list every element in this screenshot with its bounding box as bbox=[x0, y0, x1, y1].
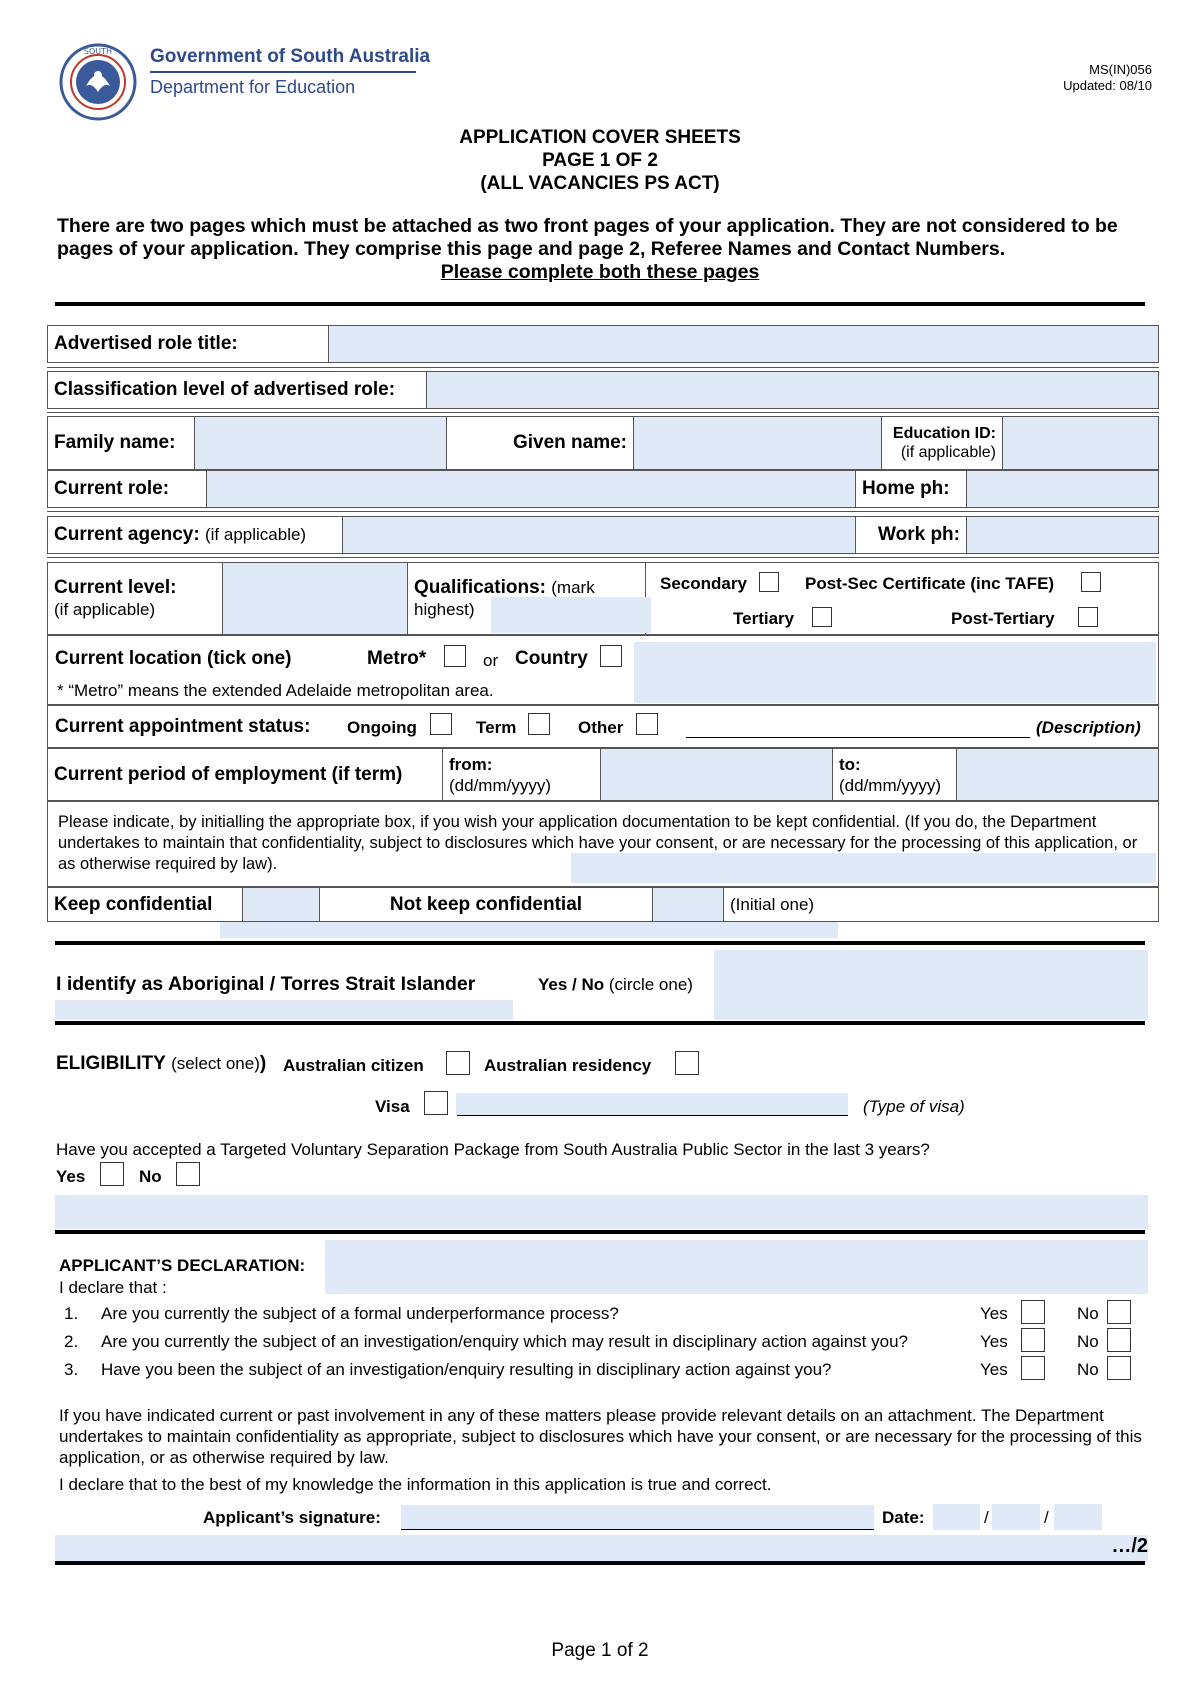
circle-one-text: (circle one) bbox=[608, 975, 693, 994]
signature-label: Applicant’s signature: bbox=[203, 1508, 381, 1527]
confidential-note-input[interactable] bbox=[571, 853, 1156, 883]
given-name-input[interactable] bbox=[634, 417, 882, 470]
term-label: Term bbox=[476, 718, 517, 737]
item-1-yes-checkbox[interactable] bbox=[1021, 1300, 1045, 1324]
eligibility-close-paren: ) bbox=[259, 1053, 267, 1074]
tvsp-yes-checkbox[interactable] bbox=[100, 1162, 124, 1186]
title-line-1: APPLICATION COVER SHEETS bbox=[459, 127, 741, 148]
tvsp-no-checkbox[interactable] bbox=[176, 1162, 200, 1186]
department-logo bbox=[58, 42, 431, 122]
metro-label: Metro* bbox=[367, 648, 427, 669]
date-month-input[interactable] bbox=[992, 1504, 1040, 1530]
continued-marker: …/2 bbox=[1111, 1535, 1148, 1557]
visa-shade bbox=[456, 1093, 848, 1115]
education-id-input[interactable] bbox=[1003, 417, 1159, 470]
to-date-input[interactable] bbox=[957, 749, 1159, 801]
not-keep-confidential-initial[interactable] bbox=[653, 888, 724, 922]
qualifications-note-1: (mark bbox=[551, 577, 595, 597]
tvsp-question: Have you accepted a Targeted Voluntary Separation Package from South Australia Public Sector in the last 3 years? bbox=[56, 1140, 930, 1159]
visa-type-label: (Type of visa) bbox=[863, 1097, 965, 1116]
metro-checkbox[interactable] bbox=[444, 645, 466, 667]
intro-underline: Please complete both these pages bbox=[440, 261, 760, 283]
updated-date: Updated: 08/10 bbox=[1063, 78, 1152, 93]
aboriginal-input[interactable] bbox=[714, 950, 1148, 1020]
org-name: Government of South Australia bbox=[150, 46, 431, 67]
visa-label: Visa bbox=[375, 1097, 410, 1116]
post-tertiary-label: Post-Tertiary bbox=[951, 609, 1055, 628]
current-role-input[interactable] bbox=[207, 471, 856, 508]
eligibility-label bbox=[56, 1053, 266, 1075]
from-label bbox=[443, 749, 601, 801]
form-code: MS(IN)056 bbox=[1089, 62, 1152, 77]
citizen-label: Australian citizen bbox=[283, 1056, 424, 1075]
declaration-title: APPLICANT’S DECLARATION: bbox=[59, 1256, 306, 1275]
tvsp-yes-label: Yes bbox=[56, 1167, 86, 1186]
to-label bbox=[833, 749, 957, 801]
residency-label: Australian residency bbox=[484, 1056, 652, 1075]
current-level-label bbox=[48, 563, 223, 635]
aboriginal-shade bbox=[55, 1000, 513, 1020]
current-level-input[interactable] bbox=[223, 563, 408, 635]
advertised-role-input[interactable] bbox=[329, 326, 1159, 363]
residency-checkbox[interactable] bbox=[675, 1051, 699, 1075]
aboriginal-yes-no[interactable] bbox=[538, 975, 693, 995]
declaration-item-3 bbox=[64, 1360, 832, 1380]
location-input[interactable] bbox=[634, 642, 1156, 703]
advertised-role-label: Advertised role title: bbox=[48, 326, 329, 363]
citizen-checkbox[interactable] bbox=[446, 1051, 470, 1075]
work-ph-input[interactable] bbox=[967, 517, 1159, 554]
current-level-note: (if applicable) bbox=[54, 599, 156, 619]
item-3-no-checkbox[interactable] bbox=[1107, 1356, 1131, 1380]
eligibility-title: ELIGIBILITY bbox=[56, 1053, 166, 1074]
item-1-no-label: No bbox=[1077, 1304, 1099, 1323]
tertiary-checkbox[interactable] bbox=[812, 607, 832, 627]
qualifications-text: Qualifications: bbox=[414, 576, 546, 598]
item-2-no-label: No bbox=[1077, 1332, 1099, 1351]
initial-one-label: (Initial one) bbox=[724, 888, 1159, 922]
work-ph-label: Work ph: bbox=[856, 517, 967, 554]
other-checkbox[interactable] bbox=[636, 713, 658, 735]
signature-shade bbox=[401, 1505, 874, 1529]
description-line[interactable] bbox=[686, 737, 1030, 738]
secondary-label: Secondary bbox=[660, 574, 747, 593]
declaration-item-2 bbox=[64, 1332, 908, 1352]
keep-confidential-initial[interactable] bbox=[243, 888, 320, 922]
education-id-label bbox=[882, 417, 1003, 470]
dept-name: Department for Education bbox=[150, 77, 356, 97]
qualifications-note-2: highest) bbox=[414, 599, 475, 619]
item-3-yes-checkbox[interactable] bbox=[1021, 1356, 1045, 1380]
state-seal-icon bbox=[58, 42, 138, 122]
term-checkbox[interactable] bbox=[528, 713, 550, 735]
item-2-yes-label: Yes bbox=[980, 1332, 1008, 1351]
to-text: to: bbox=[839, 754, 861, 774]
post-sec-checkbox[interactable] bbox=[1081, 572, 1101, 592]
item-3-no-label: No bbox=[1077, 1360, 1099, 1379]
declaration-intro: I declare that : bbox=[59, 1278, 167, 1297]
given-name-label: Given name: bbox=[447, 417, 634, 470]
description-label: (Description) bbox=[1036, 718, 1141, 737]
confidential-shade bbox=[220, 922, 838, 938]
education-id-note: (if applicable) bbox=[900, 444, 996, 461]
home-ph-input[interactable] bbox=[967, 471, 1159, 508]
from-date-input[interactable] bbox=[601, 749, 833, 801]
country-label: Country bbox=[515, 648, 588, 669]
to-format: (dd/mm/yyyy) bbox=[839, 775, 941, 795]
country-checkbox[interactable] bbox=[600, 645, 622, 667]
yes-no-text[interactable]: Yes / No bbox=[538, 975, 605, 994]
signature-line[interactable] bbox=[401, 1529, 874, 1530]
classification-input[interactable] bbox=[427, 372, 1159, 409]
item-1-text: Are you currently the subject of a formal underperformance process? bbox=[101, 1304, 619, 1323]
family-name-label: Family name: bbox=[48, 417, 195, 470]
metro-note: * “Metro” means the extended Adelaide metropolitan area. bbox=[57, 681, 494, 700]
tvsp-no-label: No bbox=[139, 1167, 162, 1186]
classification-label: Classification level of advertised role: bbox=[48, 372, 427, 409]
secondary-checkbox[interactable] bbox=[759, 572, 779, 592]
page-title bbox=[0, 126, 1200, 195]
qualifications-input[interactable] bbox=[491, 597, 651, 633]
home-ph-label: Home ph: bbox=[856, 471, 967, 508]
current-location-label: Current location (tick one) bbox=[55, 648, 292, 669]
visa-type-line[interactable] bbox=[457, 1115, 848, 1116]
visa-checkbox[interactable] bbox=[424, 1091, 448, 1115]
tertiary-label: Tertiary bbox=[733, 609, 795, 628]
svg-text:SOUTH: SOUTH bbox=[83, 47, 113, 56]
eligibility-select-one: (select one) bbox=[171, 1054, 260, 1073]
item-3-text: Have you been the subject of an investigation/enquiry resulting in disciplinary action against you? bbox=[101, 1360, 832, 1379]
current-agency-note: (if applicable) bbox=[204, 525, 307, 544]
family-name-input[interactable] bbox=[195, 417, 447, 470]
item-1-num: 1. bbox=[64, 1304, 79, 1323]
declaration-item-1 bbox=[64, 1304, 619, 1324]
ongoing-label: Ongoing bbox=[347, 718, 417, 737]
current-agency-label bbox=[48, 517, 343, 554]
title-line-2: PAGE 1 OF 2 bbox=[542, 150, 658, 171]
confidential-text: Please indicate, by initialling the appropriate box, if you wish your application documentation to be kept confidential. (If you do, the Department undertakes to maintain that confidentiality, subject to disclosures which have your consent, or are necessary for the processing of this application, or as otherwise required by law). bbox=[58, 813, 1138, 873]
date-label: Date: bbox=[882, 1508, 925, 1527]
education-id-text: Education ID: bbox=[892, 425, 996, 442]
item-3-yes-label: Yes bbox=[980, 1360, 1008, 1379]
tvsp-shade bbox=[55, 1195, 1148, 1229]
declaration-shade bbox=[325, 1240, 1148, 1294]
current-level-text: Current level: bbox=[54, 576, 177, 598]
continued-shade bbox=[55, 1535, 1148, 1561]
from-text: from: bbox=[449, 754, 493, 774]
keep-confidential-label: Keep confidential bbox=[48, 888, 243, 922]
from-format: (dd/mm/yyyy) bbox=[449, 775, 551, 795]
or-label: or bbox=[483, 651, 499, 670]
other-label: Other bbox=[578, 718, 624, 737]
item-2-yes-checkbox[interactable] bbox=[1021, 1328, 1045, 1352]
appointment-status-label: Current appointment status: bbox=[55, 716, 311, 737]
item-1-yes-label: Yes bbox=[980, 1304, 1008, 1323]
involvement-text: If you have indicated current or past involvement in any of these matters please provide relevant details on an attachment. The Department undertakes to maintain confidentiality as appropriate, subject to disclosures which have your consent, or are necessary for the processing of this application, or as otherwise required by law. bbox=[59, 1406, 1142, 1467]
current-agency-text: Current agency: bbox=[54, 524, 200, 545]
intro-text: There are two pages which must be attached as two front pages of your application. They are not considered to be pages of your application. They comprise this page and page 2, Referee Names and Contact Numbers. bbox=[57, 215, 1118, 260]
post-sec-label: Post-Sec Certificate (inc TAFE) bbox=[805, 574, 1055, 593]
date-year-input[interactable] bbox=[1054, 1504, 1102, 1530]
item-2-num: 2. bbox=[64, 1332, 79, 1351]
item-3-num: 3. bbox=[64, 1360, 79, 1379]
post-tertiary-checkbox[interactable] bbox=[1078, 607, 1098, 627]
item-1-no-checkbox[interactable] bbox=[1107, 1300, 1131, 1324]
page-number: Page 1 of 2 bbox=[551, 1640, 649, 1661]
declaration-true-text: I declare that to the best of my knowledge the information in this application is true and correct. bbox=[59, 1475, 772, 1494]
title-line-3: (ALL VACANCIES PS ACT) bbox=[480, 173, 720, 194]
current-role-label: Current role: bbox=[48, 471, 207, 508]
date-slash-1: / bbox=[984, 1508, 989, 1527]
date-day-input[interactable] bbox=[933, 1504, 980, 1530]
current-agency-input[interactable] bbox=[343, 517, 856, 554]
ongoing-checkbox[interactable] bbox=[430, 713, 452, 735]
item-2-no-checkbox[interactable] bbox=[1107, 1328, 1131, 1352]
not-keep-confidential-label: Not keep confidential bbox=[320, 888, 653, 922]
period-label: Current period of employment (if term) bbox=[48, 749, 443, 801]
aboriginal-label: I identify as Aboriginal / Torres Strait Islander bbox=[56, 973, 476, 995]
date-slash-2: / bbox=[1044, 1508, 1049, 1527]
item-2-text: Are you currently the subject of an investigation/enquiry which may result in disciplinary action against you? bbox=[101, 1332, 908, 1351]
